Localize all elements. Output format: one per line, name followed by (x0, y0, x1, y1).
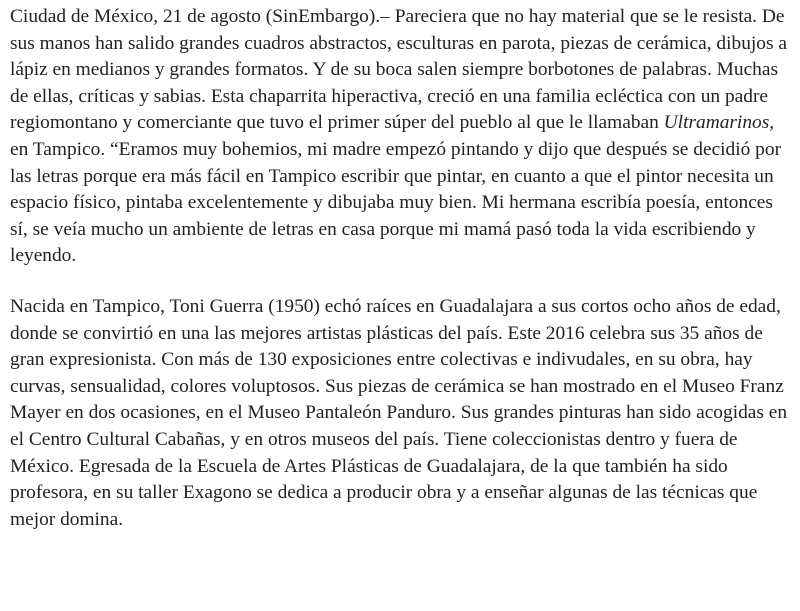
article-paragraph-2: Nacida en Tampico, Toni Guerra (1950) echó raíces en Guadalajara a sus cortos ocho años de edad, donde se convirtió en una las mejores artistas plásticas del país. Este 2016 celebra sus 35 años de gran expresionista. Con más de 130 exposiciones entre colectivas e indivudales, en su obra, hay curvas, sensualidad, colores voluptosos. Sus piezas de cerámica se han mostrado en el Museo Franz Mayer en dos ocasiones, en el Museo Pantaleón Panduro. Sus grandes pinturas han sido acogidas en el Centro Cultural Cabañas, y en otros museos del país. Tiene coleccionistas dentro y fuera de México. Egresada de la Escuela de Artes Plásticas de Guadalajara, de la que también ha sido profesora, en su taller Exagono se dedica a producir obra y a enseñar algunas de las técnicas que mejor domina. (10, 295, 788, 530)
article-paragraph-1 (10, 4, 790, 270)
paragraph-1-text-start: Ciudad de México, 21 de agosto (SinEmbargo).– Pareciera que no hay material que se le resista. De sus manos han salido grandes cuadros abstractos, esculturas en parota, piezas de cerámica, dibujos a lápiz en medianos y grandes formatos. Y de su boca salen siempre borbotones de palabras. Muchas de ellas, críticas y sabias. Esta chaparrita hiperactiva, creció en una familia ecléctica con un padre regiomontano y comerciante que tuvo el primer súper del pueblo al que le llamaban (10, 6, 787, 134)
ultramarinos-italic: Ultramarinos, (663, 112, 775, 134)
paragraph-1-text-end: en Tampico. “Eramos muy bohemios, mi madre empezó pintando y dijo que después se decidió por las letras porque era más fácil en Tampico escribir que pintar, en cuanto a que el pintor necesita un espacio físico, pintaba excelentemente y dibujaba muy bien. Mi hermana escribía poesía, entonces sí, se veía mucho un ambiente de letras en casa porque mi mamá pasó toda la vida escribiendo y leyendo. (10, 138, 782, 267)
